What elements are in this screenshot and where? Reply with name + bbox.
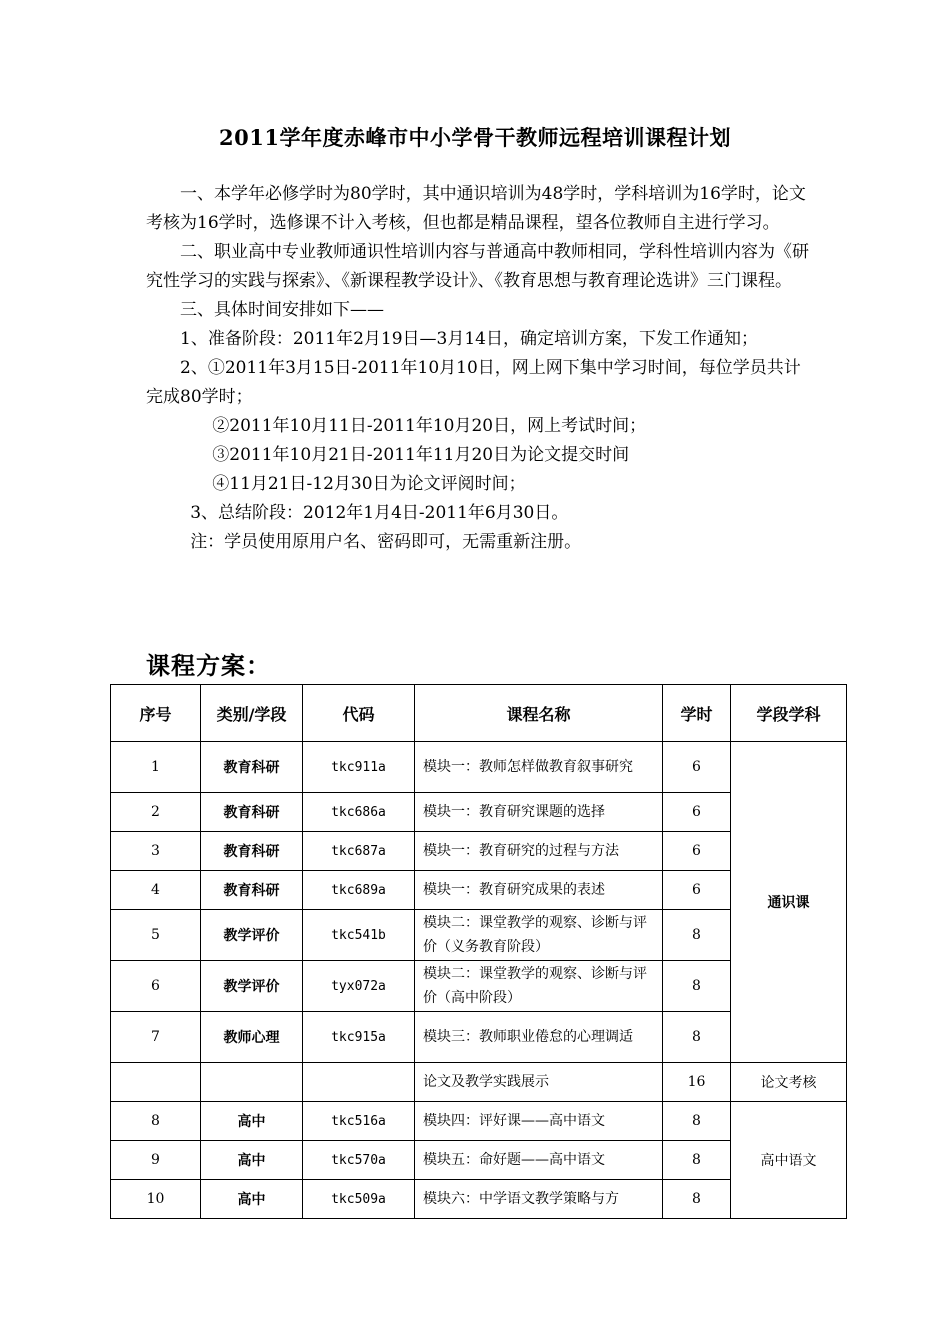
header-category: 类别/学段 (201, 685, 303, 742)
cell-category: 教育科研 (201, 742, 303, 793)
header-code: 代码 (303, 685, 415, 742)
cell-code (303, 1063, 415, 1102)
cell-code: tkc509a (303, 1180, 415, 1219)
cell-category: 教育科研 (201, 832, 303, 871)
cell-course-name: 模块一：教育研究成果的表述 (415, 871, 663, 910)
cell-hours: 16 (663, 1063, 731, 1102)
cell-hours: 6 (663, 742, 731, 793)
course-plan-heading: 课程方案： (146, 651, 271, 680)
paragraph-prep-stage: 1、准备阶段：2011年2月19日—3月14日，确定培训方案，下发工作通知； (180, 329, 758, 349)
cell-category: 教学评价 (201, 910, 303, 961)
cell-category: 高中 (201, 1180, 303, 1219)
cell-no: 10 (111, 1180, 201, 1219)
cell-no: 8 (111, 1102, 201, 1141)
cell-no: 4 (111, 871, 201, 910)
paragraph-vocational: 二、职业高中专业教师通识性培训内容与普通高中教师相同，学科性培训内容为《研究性学习的实践与探索》、《新课程教学设计》、《教育思想与教育理论选讲》三门课程。 (146, 242, 809, 291)
cell-code: tkc541b (303, 910, 415, 961)
paragraph-schedule-heading: 三、具体时间安排如下—— (180, 300, 384, 320)
cell-category: 高中 (201, 1102, 303, 1141)
page-title: 2011学年度赤峰市中小学骨干教师远程培训课程计划 (219, 125, 731, 150)
cell-course-name: 模块一：教育研究课题的选择 (415, 793, 663, 832)
cell-hours: 8 (663, 961, 731, 1012)
cell-group-chinese: 高中语文 (731, 1102, 847, 1219)
cell-no: 3 (111, 832, 201, 871)
header-no: 序号 (111, 685, 201, 742)
header-subject: 学段学科 (731, 685, 847, 742)
cell-category: 高中 (201, 1141, 303, 1180)
paragraph-required-hours: 一、本学年必修学时为80学时，其中通识培训为48学时，学科培训为16学时，论文考核为16学时，选修课不计入考核，但也都是精品课程，望各位教师自主进行学习。 (146, 184, 806, 233)
cell-code: tkc689a (303, 871, 415, 910)
cell-group-general: 通识课 (731, 742, 847, 1063)
paragraph-note: 注：学员使用原用户名、密码即可，无需重新注册。 (190, 532, 582, 552)
cell-no: 7 (111, 1012, 201, 1063)
cell-hours: 8 (663, 1141, 731, 1180)
cell-code: tkc915a (303, 1012, 415, 1063)
cell-no: 5 (111, 910, 201, 961)
cell-hours: 8 (663, 1180, 731, 1219)
course-table (110, 684, 847, 1219)
cell-course-name: 模块三：教师职业倦怠的心理调适 (415, 1012, 663, 1063)
cell-course-name: 模块一：教师怎样做教育叙事研究 (415, 742, 663, 793)
cell-category: 教师心理 (201, 1012, 303, 1063)
cell-no: 6 (111, 961, 201, 1012)
cell-code: tkc911a (303, 742, 415, 793)
paragraph-thesis-submit: ③2011年10月21日-2011年11月20日为论文提交时间 (212, 445, 630, 465)
cell-course-name: 模块六：中学语文教学策略与方 (415, 1180, 663, 1219)
cell-no: 9 (111, 1141, 201, 1180)
paragraph-summary-stage: 3、总结阶段：2012年1月4日-2011年6月30日。 (190, 503, 569, 523)
cell-hours: 6 (663, 793, 731, 832)
cell-course-name: 模块一：教育研究的过程与方法 (415, 832, 663, 871)
paragraph-thesis-review: ④11月21日-12月30日为论文评阅时间； (212, 474, 526, 494)
cell-code: tkc570a (303, 1141, 415, 1180)
cell-hours: 6 (663, 832, 731, 871)
cell-hours: 6 (663, 871, 731, 910)
cell-group-thesis: 论文考核 (731, 1063, 847, 1102)
cell-category: 教学评价 (201, 961, 303, 1012)
cell-code: tkc686a (303, 793, 415, 832)
cell-hours: 8 (663, 1012, 731, 1063)
cell-code: tyx072a (303, 961, 415, 1012)
cell-hours: 8 (663, 1102, 731, 1141)
cell-no: 2 (111, 793, 201, 832)
cell-course-name: 论文及教学实践展示 (415, 1063, 663, 1102)
body-text (146, 180, 814, 557)
cell-category (201, 1063, 303, 1102)
cell-code: tkc516a (303, 1102, 415, 1141)
cell-course-name: 模块二：课堂教学的观察、诊断与评价（义务教育阶段） (415, 910, 663, 961)
cell-no (111, 1063, 201, 1102)
table-header-row (111, 685, 847, 742)
cell-code: tkc687a (303, 832, 415, 871)
cell-category: 教育科研 (201, 793, 303, 832)
table-row (111, 742, 847, 793)
cell-hours: 8 (663, 910, 731, 961)
cell-course-name: 模块二：课堂教学的观察、诊断与评价（高中阶段） (415, 961, 663, 1012)
table-row (111, 1102, 847, 1141)
header-course-name: 课程名称 (415, 685, 663, 742)
header-hours: 学时 (663, 685, 731, 742)
paragraph-exam-time: ②2011年10月11日-2011年10月20日，网上考试时间； (212, 416, 647, 436)
cell-category: 教育科研 (201, 871, 303, 910)
paragraph-study-stage: 2、①2011年3月15日-2011年10月10日，网上网下集中学习时间，每位学员共计完成80学时； (146, 358, 801, 407)
table-row (111, 1063, 847, 1102)
cell-course-name: 模块四：评好课——高中语文 (415, 1102, 663, 1141)
cell-course-name: 模块五：命好题——高中语文 (415, 1141, 663, 1180)
cell-no: 1 (111, 742, 201, 793)
